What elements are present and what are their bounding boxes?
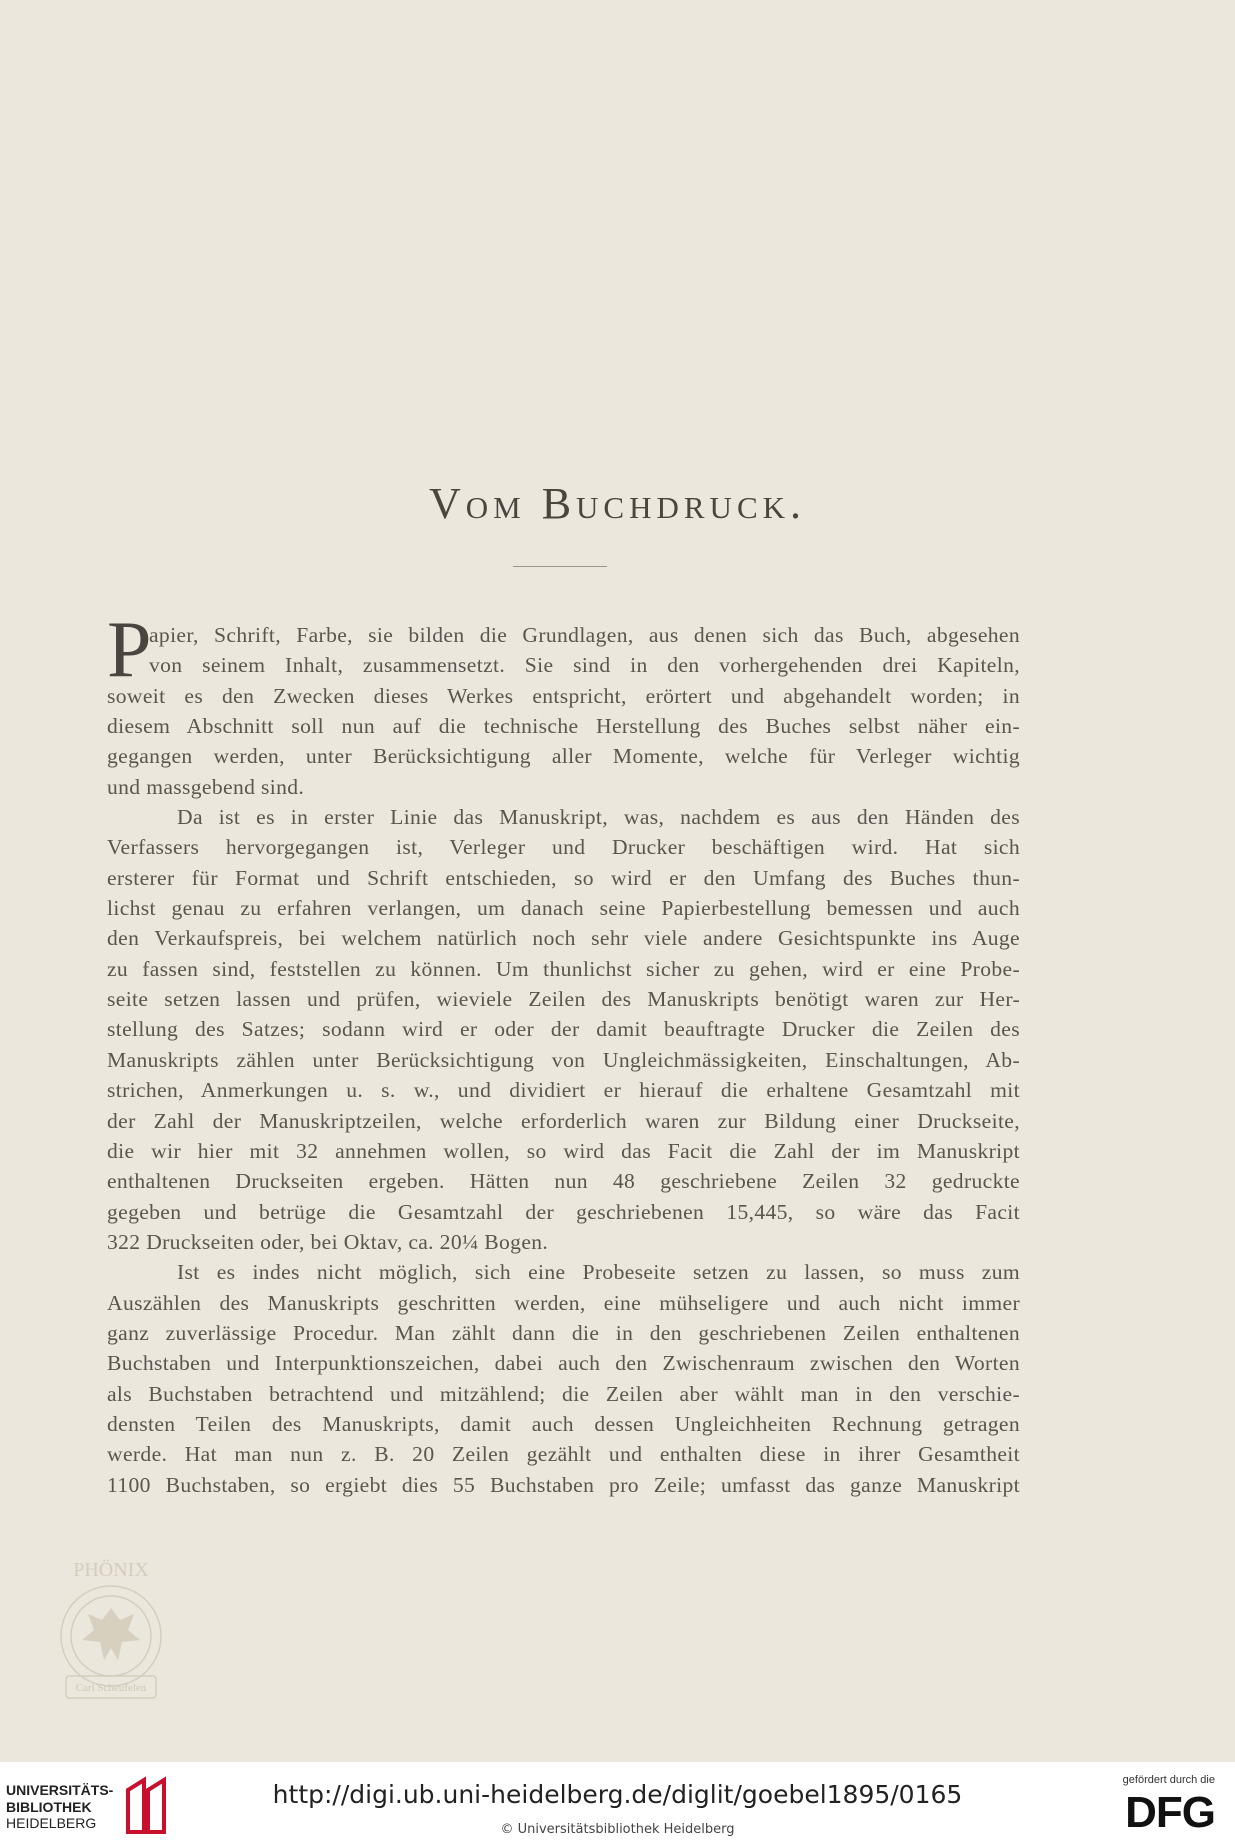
text-line: Auszählen des Manuskripts geschritten werden, eine mühseligere und auch nicht immer bbox=[107, 1290, 1020, 1315]
copyright-notice: © Universitätsbibliothek Heidelberg bbox=[500, 1822, 735, 1837]
text-line: soweit es den Zwecken dieses Werkes entspricht, erörtert und abgehandelt worden; in bbox=[107, 683, 1020, 708]
title-divider bbox=[513, 566, 607, 567]
phoenix-paper-stamp bbox=[44, 1548, 179, 1706]
text-line: zu fassen sind, feststellen zu können. Um thunlichst sicher zu gehen, wird er eine Probe- bbox=[107, 956, 1020, 981]
text-line: gegeben und betrüge die Gesamtzahl der geschriebenen 15,445, so wäre das Facit bbox=[107, 1199, 1020, 1224]
library-line-2: BIBLIOTHEK bbox=[6, 1798, 92, 1815]
text-line: ersterer für Format und Schrift entschieden, so wird er den Umfang des Buches thun- bbox=[107, 865, 1020, 890]
text-line: den Verkaufspreis, bei welchem natürlich noch sehr viele andere Gesichtspunkte ins Auge bbox=[107, 926, 1020, 951]
text-line: densten Teilen des Manuskripts, damit auch dessen Ungleichheiten Rechnung getragen bbox=[107, 1411, 1020, 1436]
text-line: und massgebend sind. bbox=[107, 774, 305, 799]
text-line: seite setzen lassen und prüfen, wieviele Zeilen des Manuskripts benötigt waren zur Her- bbox=[107, 987, 1020, 1012]
text-line: lichst genau zu erfahren verlangen, um danach seine Papierbestellung bemessen und auch bbox=[107, 896, 1020, 921]
footer-bar bbox=[0, 1762, 1235, 1848]
text-line: Manuskripts zählen unter Berücksichtigung von Ungleichmässigkeiten, Einschaltungen, Ab- bbox=[107, 1047, 1020, 1072]
text-line: von seinem Inhalt, zusammensetzt. Sie sind in den vorhergehenden drei Kapiteln, bbox=[149, 653, 1020, 678]
text-line: enthaltenen Druckseiten ergeben. Hätten nun 48 geschriebene Zeilen 32 gedruckte bbox=[107, 1169, 1020, 1194]
text-line: gegangen werden, unter Berücksichtigung aller Momente, welche für Verleger wichtig bbox=[107, 744, 1020, 769]
text-line: als Buchstaben betrachtend und mitzählend; die Zeilen aber wählt man in den verschie- bbox=[107, 1381, 1020, 1406]
funding-note: gefördert durch die bbox=[1122, 1774, 1215, 1786]
text-line: 322 Druckseiten oder, bei Oktav, ca. 20¼ Bogen. bbox=[107, 1229, 549, 1254]
drop-cap: P bbox=[107, 606, 152, 694]
chapter-title: Vom Buchdruck. bbox=[428, 479, 807, 528]
dfg-logo[interactable]: DFG bbox=[1125, 1788, 1215, 1837]
permalink-url[interactable]: http://digi.ub.uni-heidelberg.de/diglit/goebel1895/0165 bbox=[272, 1780, 963, 1809]
stamp-top-text: PHÖNIX bbox=[73, 1559, 149, 1581]
library-line-3: HEIDELBERG bbox=[6, 1815, 97, 1831]
text-line: der Zahl der Manuskriptzeilen, welche erforderlich waren zur Bildung einer Druckseite, bbox=[107, 1108, 1020, 1133]
text-line: werde. Hat man nun z. B. 20 Zeilen gezählt und enthalten diese in ihrer Gesamtheit bbox=[107, 1442, 1020, 1467]
text-line: strichen, Anmerkungen u. s. w., und dividiert er hierauf die erhaltene Gesamtzahl mit bbox=[107, 1078, 1020, 1103]
stamp-maker: Carl Scheufelen bbox=[75, 1682, 147, 1694]
library-line-1: UNIVERSITÄTS- bbox=[6, 1782, 114, 1798]
text-line: Ist es indes nicht möglich, sich eine Probeseite setzen zu lassen, so muss zum bbox=[177, 1260, 1020, 1285]
text-line: apier, Schrift, Farbe, sie bilden die Grundlagen, aus denen sich das Buch, abgesehen bbox=[149, 623, 1020, 647]
text-line: die wir hier mit 32 annehmen wollen, so wird das Facit die Zahl der im Manuskript bbox=[107, 1138, 1020, 1163]
text-line: stellung des Satzes; sodann wird er oder der damit beauftragte Drucker die Zeilen des bbox=[107, 1017, 1020, 1042]
text-line: Da ist es in erster Linie das Manuskript, was, nachdem es aus den Händen des bbox=[177, 805, 1020, 830]
body-text bbox=[107, 606, 1020, 1500]
text-line: Verfassers hervorgegangen ist, Verleger und Drucker beschäftigen wird. Hat sich bbox=[107, 835, 1020, 860]
text-line: 1100 Buchstaben, so ergiebt dies 55 Buchstaben pro Zeile; umfasst das ganze Manuskript bbox=[107, 1472, 1020, 1497]
text-line: diesem Abschnitt soll nun auf die technische Herstellung des Buches selbst näher ein- bbox=[107, 714, 1020, 739]
text-line: Buchstaben und Interpunktionszeichen, dabei auch den Zwischenraum zwischen den Worten bbox=[107, 1351, 1020, 1376]
text-line: ganz zuverlässige Procedur. Man zählt dann die in den geschriebenen Zeilen enthaltenen bbox=[107, 1320, 1020, 1345]
